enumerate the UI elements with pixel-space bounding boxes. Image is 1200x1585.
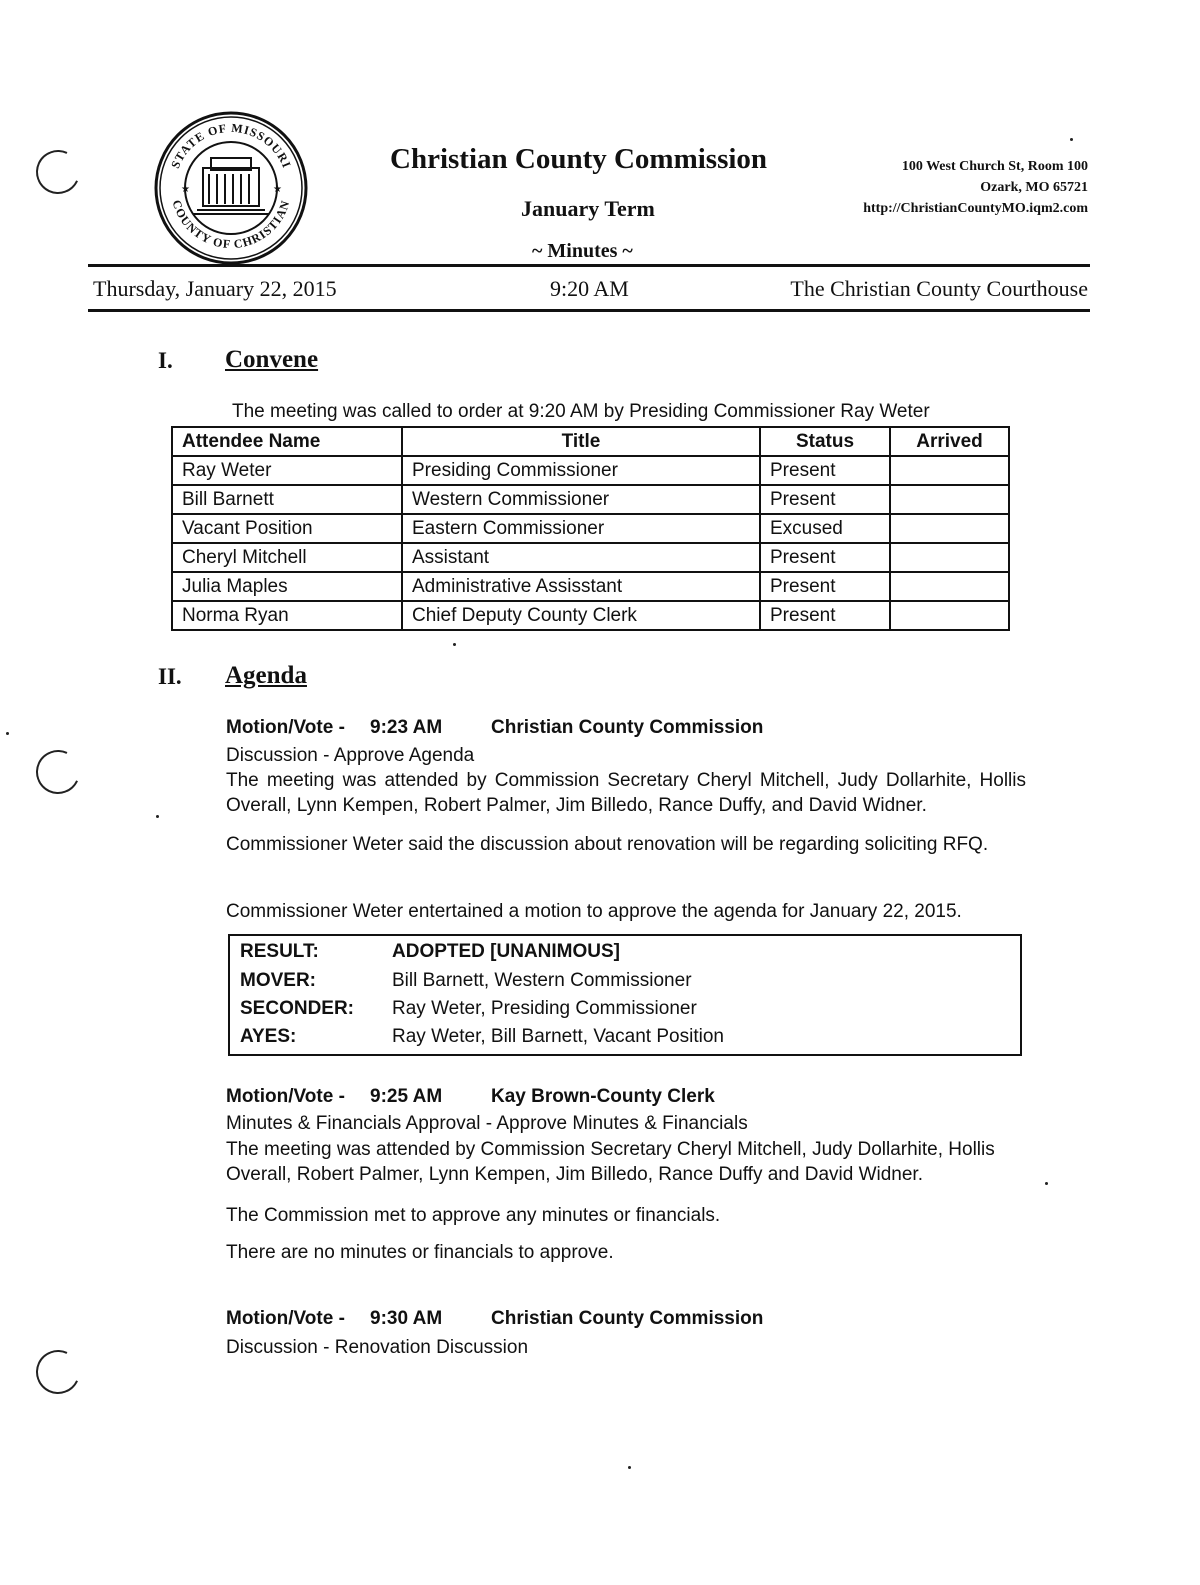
attendee-arrived	[890, 456, 1009, 485]
minutes-label: ~ Minutes ~	[532, 240, 633, 262]
result-paragraph: There are no minutes or financials to approve.	[226, 1242, 614, 1263]
seal-text-top: STATE OF MISSOURI	[167, 120, 295, 171]
document-title: Christian County Commission	[390, 143, 768, 175]
attendee-status: Present	[760, 543, 890, 572]
motion-presenter: Christian County Commission	[491, 717, 764, 738]
table-row	[172, 572, 1009, 601]
address-street: 100 West Church St, Room 100	[901, 159, 1088, 174]
attendee-name: Norma Ryan	[172, 601, 402, 630]
ayes-value: Ray Weter, Bill Barnett, Vacant Position	[392, 1026, 724, 1047]
svg-text:★: ★	[273, 184, 282, 195]
convene-intro: The meeting was called to order at 9:20 AM by Presiding Commissioner Ray Weter	[232, 401, 930, 422]
attendance-paragraph: The meeting was attended by Commission Secretary Cheryl Mitchell, Judy Dollarhite, Hollis Overall, Robert Palmer, Lynn Kempen, Jim Billedo, Rance Duffy and David Widner.	[226, 1139, 995, 1185]
section-number-convene: I.	[158, 348, 173, 373]
ayes-label: AYES:	[240, 1026, 297, 1047]
scan-speck	[6, 732, 9, 735]
attendee-name: Cheryl Mitchell	[172, 543, 402, 572]
punch-hole-middle	[30, 744, 86, 800]
column-header-title: Title	[402, 427, 760, 456]
scan-speck	[1070, 138, 1073, 141]
mover-value: Bill Barnett, Western Commissioner	[392, 970, 692, 991]
scan-speck	[628, 1466, 631, 1469]
attendee-title: Chief Deputy County Clerk	[402, 601, 760, 630]
column-header-status: Status	[760, 427, 890, 456]
punch-hole-top	[30, 144, 86, 200]
attendee-arrived	[890, 485, 1009, 514]
motion-label: Motion/Vote -	[226, 717, 345, 738]
table-row	[172, 485, 1009, 514]
term-label: January Term	[521, 196, 655, 221]
punch-hole-bottom	[30, 1344, 86, 1400]
column-header-name: Attendee Name	[172, 427, 402, 456]
motion-time: 9:25 AM	[370, 1086, 443, 1107]
result-label: RESULT:	[240, 941, 319, 962]
result-value: ADOPTED [UNANIMOUS]	[392, 941, 620, 962]
discussion-paragraph: Commissioner Weter said the discussion about renovation will be regarding soliciting RFQ.	[226, 834, 989, 855]
seconder-value: Ray Weter, Presiding Commissioner	[392, 998, 697, 1019]
motion-subject: Discussion - Approve Agenda	[226, 745, 475, 766]
attendee-name: Ray Weter	[172, 456, 402, 485]
attendee-status: Present	[760, 572, 890, 601]
scan-speck	[453, 643, 456, 646]
attendance-table	[171, 426, 1010, 631]
seconder-label: SECONDER:	[240, 998, 355, 1019]
attendee-arrived	[890, 572, 1009, 601]
county-seal-logo	[153, 110, 309, 266]
attendee-title: Presiding Commissioner	[402, 456, 760, 485]
section-number-agenda: II.	[158, 664, 182, 689]
attendee-arrived	[890, 543, 1009, 572]
table-row	[172, 514, 1009, 543]
table-row	[172, 543, 1009, 572]
motion-label: Motion/Vote -	[226, 1086, 345, 1107]
section-heading-convene: Convene	[225, 346, 319, 373]
address-block	[845, 156, 1088, 219]
scan-speck	[156, 815, 159, 818]
attendee-title: Administrative Assisstant	[402, 572, 760, 601]
header-rule-top	[88, 264, 1090, 267]
motion-presenter: Kay Brown-County Clerk	[491, 1086, 715, 1107]
table-row	[172, 456, 1009, 485]
header-rule-bottom	[88, 309, 1090, 312]
table-row	[172, 601, 1009, 630]
attendee-arrived	[890, 601, 1009, 630]
address-city: Ozark, MO 65721	[980, 180, 1088, 195]
motion-time: 9:23 AM	[370, 717, 443, 738]
motion-subject: Minutes & Financials Approval - Approve Minutes & Financials	[226, 1113, 748, 1134]
motion-subject: Discussion - Renovation Discussion	[226, 1337, 529, 1358]
scan-speck	[1045, 1182, 1048, 1185]
meeting-location: The Christian County Courthouse	[790, 276, 1088, 301]
address-url: http://ChristianCountyMO.iqm2.com	[863, 201, 1088, 216]
attendee-status: Present	[760, 601, 890, 630]
attendee-title: Assistant	[402, 543, 760, 572]
motion-time: 9:30 AM	[370, 1308, 443, 1329]
attendee-status: Present	[760, 485, 890, 514]
attendee-arrived	[890, 514, 1009, 543]
svg-text:★: ★	[181, 184, 190, 195]
mover-label: MOVER:	[240, 970, 316, 991]
motion-paragraph: Commissioner Weter entertained a motion to approve the agenda for January 22, 2015.	[226, 901, 962, 922]
motion-label: Motion/Vote -	[226, 1308, 345, 1329]
attendance-paragraph: The meeting was attended by Commission Secretary Cheryl Mitchell, Judy Dollarhite, Hollis Overall, Lynn Kempen, Robert Palmer, Jim Billedo, Rance Duffy, and David Widner.	[226, 770, 1026, 816]
attendee-title: Western Commissioner	[402, 485, 760, 514]
attendee-title: Eastern Commissioner	[402, 514, 760, 543]
discussion-paragraph: The Commission met to approve any minutes or financials.	[226, 1205, 721, 1226]
attendee-name: Bill Barnett	[172, 485, 402, 514]
attendee-status: Present	[760, 456, 890, 485]
attendee-status: Excused	[760, 514, 890, 543]
motion-presenter: Christian County Commission	[491, 1308, 764, 1329]
attendance-header-row	[172, 427, 1009, 456]
attendee-name: Julia Maples	[172, 572, 402, 601]
attendee-name: Vacant Position	[172, 514, 402, 543]
meeting-time: 9:20 AM	[550, 276, 629, 301]
section-heading-agenda: Agenda	[225, 662, 307, 689]
meeting-date: Thursday, January 22, 2015	[93, 276, 337, 301]
column-header-arrived: Arrived	[890, 427, 1009, 456]
vote-result-box	[228, 934, 1022, 1056]
seal-text-bottom: COUNTY OF CHRISTIAN	[169, 198, 293, 252]
